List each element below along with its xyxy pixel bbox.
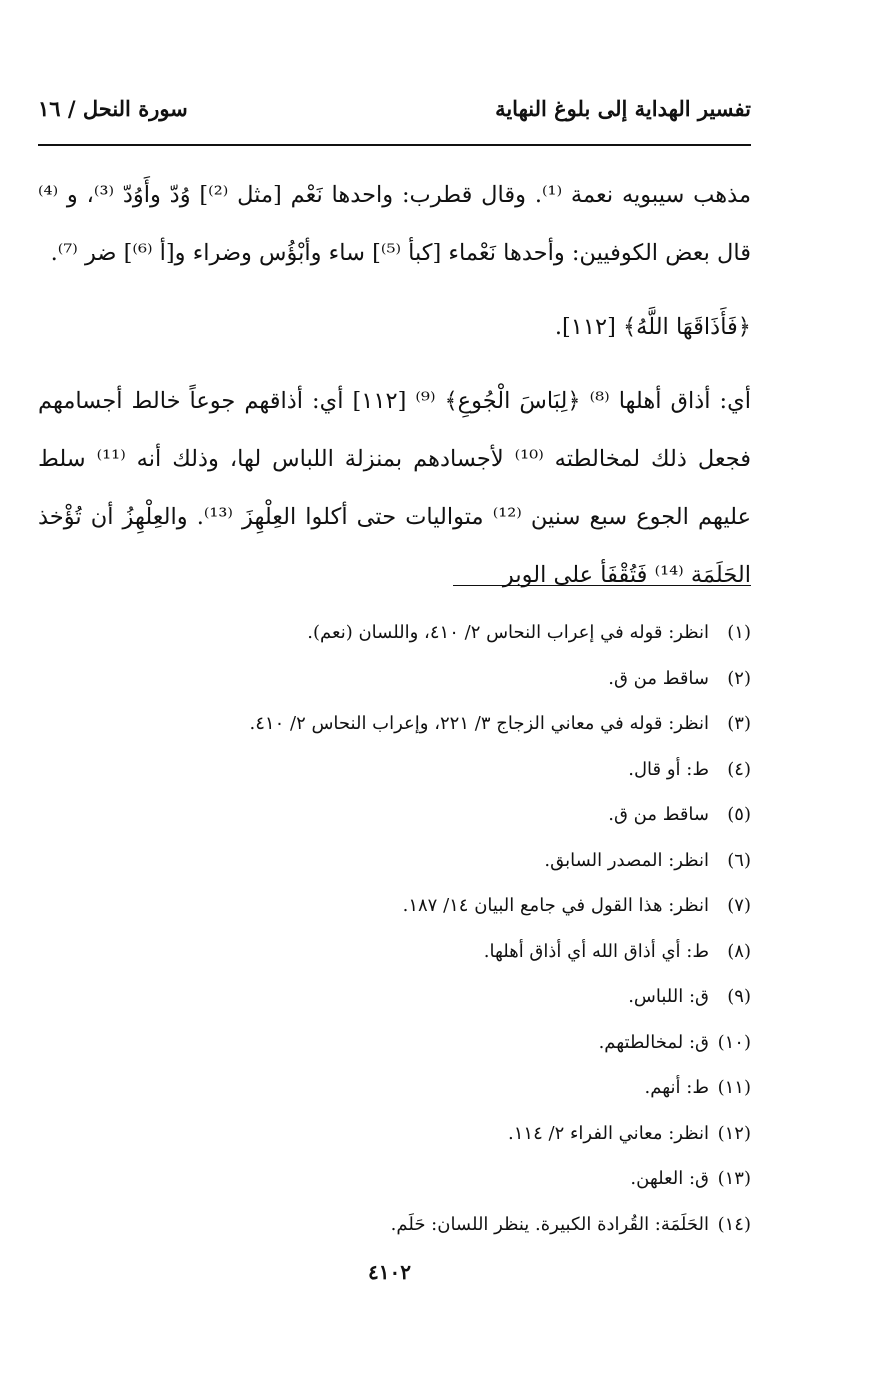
footnote-number: (١١) [717,1077,751,1098]
footnote-text: انظر: قوله في معاني الزجاج ٣/ ٢٢١، وإعراب النحاس ٢/ ٤١٠. [249,713,709,734]
footnote [38,1065,751,1111]
footnote-number: (١٣) [717,1168,751,1189]
page-number: ٤١٠٢ [368,1260,411,1284]
footnote-number: (٩) [727,986,751,1007]
footnote [38,656,751,702]
main-text [38,166,751,604]
footnote [38,792,751,838]
footnote [38,1156,751,1202]
footnote-number: (٦) [727,849,751,871]
footnote-text: ساقط من ق. [608,804,709,825]
footnote-text: ق: العلهن. [630,1168,709,1189]
footnote [38,747,751,793]
footnote [38,974,751,1020]
footnote-text: ق: اللباس. [628,986,709,1007]
footnote-number: (١) [727,622,751,643]
footnote-number: (٤) [727,758,751,780]
footnote-number: (٧) [727,895,751,916]
header-divider [38,144,751,146]
footnotes [38,610,751,1247]
footnote [38,1020,751,1066]
verse-quote: ﴿فَأَذَاقَهَا اللَّهُ﴾ [١١٢]. [554,314,751,340]
running-head [38,96,751,121]
footnote-text: ساقط من ق. [608,667,709,689]
book-title: تفسير الهداية إلى بلوغ النهاية [495,96,751,121]
footnote-text: الحَلَمَة: القُرادة الكبيرة. ينظر اللسان: حَلَم. [390,1213,709,1235]
body-paragraph: مذهب سيبويه نعمة ⁽¹⁾. وقال قطرب: واحدها نَعْم [مثل ⁽²⁾] وُدّ وأَوُدّ ⁽³⁾، و ⁽⁴⁾ قال بعض الكوفيين: وأحدها نَعْماء [كبأ ⁽⁵⁾] ساء وأبْؤُس وضراء و[أ ⁽⁶⁾] ضر ⁽⁷⁾. [38,182,752,266]
footnote-number: (٨) [727,940,751,962]
body-paragraph: أي: أذاق أهلها ⁽⁸⁾ ﴿لِبَاسَ الْجُوعِ﴾ ⁽⁹⁾ [١١٢] أي: أذاقهم جوعاً خالط أجسامهم فجعل ذلك لمخالطته ⁽¹⁰⁾ لأجسادهم بمنزلة اللباس لها، وذلك أنه ⁽¹¹⁾ سلط عليهم الجوع سبع سنين ⁽¹²⁾ متواليات حتى أكلوا العِلْهِزَ ⁽¹³⁾. والعِلْهِزُ أن تُؤْخذ الحَلَمَة ⁽¹⁴⁾ فَتُقْفَأ على الوبر [38,388,752,588]
footnote [38,701,751,747]
footnote [38,1202,751,1248]
footnote-number: (١٤) [717,1213,751,1235]
footnote [38,838,751,884]
footnote-text: ق: لمخالطتهم. [598,1031,709,1053]
footnote-text: ط: أو قال. [628,758,709,780]
footnote-number: (٣) [727,713,751,734]
footnote-number: (٥) [727,804,751,825]
surah-label: سورة النحل / ١٦ [38,96,188,121]
footnote-text: انظر: معاني الفراء ٢/ ١١٤. [508,1122,709,1144]
footnote-text: انظر: المصدر السابق. [544,849,709,871]
footnote [38,929,751,975]
footnote-text: ط: أنهم. [644,1077,709,1098]
footnote-divider [453,585,751,586]
footnote-text: ط: أي أذاق الله أي أذاق أهلها. [483,940,709,962]
footnote-number: (٢) [727,667,751,689]
footnote [38,610,751,656]
footnote [38,883,751,929]
footnote-text: انظر: هذا القول في جامع البيان ١٤/ ١٨٧. [402,895,709,916]
footnote [38,1111,751,1157]
footnote-number: (١٠) [717,1031,751,1053]
footnote-text: انظر: قوله في إعراب النحاس ٢/ ٤١٠، واللسان (نعم). [307,622,709,643]
footnote-number: (١٢) [717,1122,751,1144]
